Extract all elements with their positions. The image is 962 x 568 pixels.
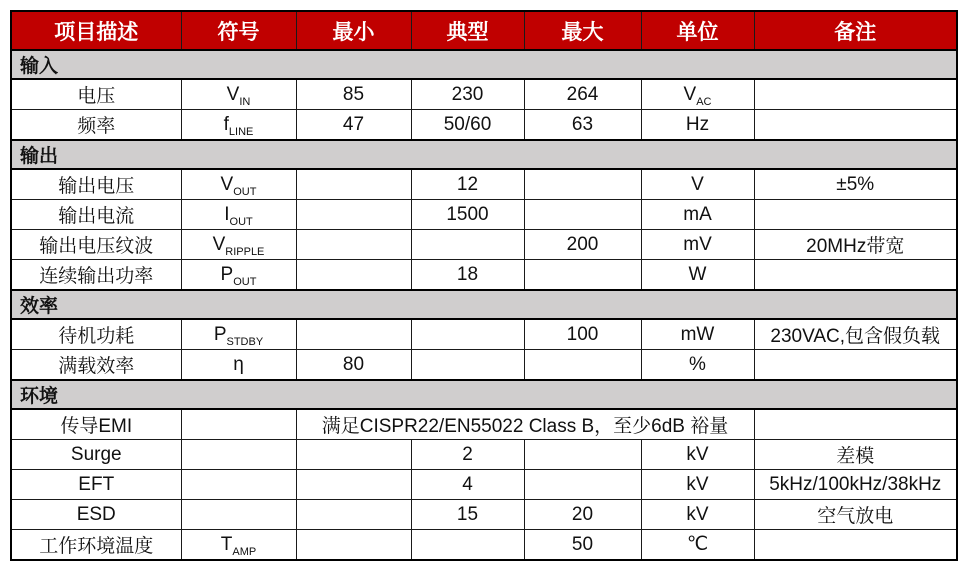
symbol-base: T — [220, 533, 233, 555]
cell-notes — [754, 110, 957, 141]
row-conducted-emi — [11, 409, 957, 440]
cell-item: 传导EMI — [11, 409, 181, 440]
cell-min — [296, 230, 411, 260]
cell-notes — [754, 530, 957, 561]
symbol-base: η — [233, 353, 244, 375]
section-row-efficiency — [11, 290, 957, 319]
cell-min — [296, 440, 411, 470]
unit-base: mV — [683, 233, 712, 255]
cell-min: 85 — [296, 79, 411, 110]
cell-notes: 差模 — [754, 440, 957, 470]
unit-base: % — [689, 353, 706, 375]
cell-item: 输出电压纹波 — [11, 230, 181, 260]
cell-symbol — [181, 230, 296, 260]
row-frequency — [11, 110, 957, 141]
section-label-output: 输出 — [11, 140, 957, 169]
unit-base: Hz — [685, 113, 710, 135]
row-esd — [11, 500, 957, 530]
cell-min — [296, 470, 411, 500]
cell-item: 待机功耗 — [11, 319, 181, 350]
row-surge — [11, 440, 957, 470]
cell-symbol — [181, 200, 296, 230]
symbol-base: I — [224, 203, 230, 225]
cell-symbol — [181, 260, 296, 291]
cell-min — [296, 500, 411, 530]
cell-max: 264 — [524, 79, 641, 110]
cell-symbol — [181, 319, 296, 350]
cell-symbol — [181, 409, 296, 440]
section-row-output — [11, 140, 957, 169]
section-row-environment — [11, 380, 957, 409]
cell-max — [524, 200, 641, 230]
cell-notes: 20MHz带宽 — [754, 230, 957, 260]
cell-max — [524, 440, 641, 470]
col-header-symbol: 符号 — [181, 11, 296, 50]
section-label-environment: 环境 — [11, 380, 957, 409]
cell-max: 20 — [524, 500, 641, 530]
cell-item: 频率 — [11, 110, 181, 141]
symbol-sub: OUT — [233, 185, 257, 198]
row-output-current — [11, 200, 957, 230]
cell-min: 80 — [296, 350, 411, 381]
cell-typical: 18 — [411, 260, 524, 291]
symbol-base: V — [212, 233, 226, 255]
symbol-sub: OUT — [229, 215, 253, 228]
cell-unit — [641, 500, 754, 530]
symbol-base: f — [223, 113, 229, 135]
cell-typical: 12 — [411, 169, 524, 200]
cell-symbol — [181, 470, 296, 500]
cell-max: 63 — [524, 110, 641, 141]
symbol-sub: STDBY — [226, 335, 264, 348]
cell-symbol — [181, 350, 296, 381]
cell-item: 工作环境温度 — [11, 530, 181, 561]
cell-notes: ±5% — [754, 169, 957, 200]
cell-symbol — [181, 110, 296, 141]
cell-max — [524, 470, 641, 500]
symbol-sub: IN — [239, 95, 251, 108]
row-output-ripple — [11, 230, 957, 260]
unit-sub: AC — [696, 95, 712, 108]
cell-typical — [411, 530, 524, 561]
cell-max — [524, 350, 641, 381]
unit-base: V — [691, 173, 704, 195]
cell-item: ESD — [11, 500, 181, 530]
cell-unit — [641, 470, 754, 500]
cell-unit — [641, 110, 754, 141]
cell-item: 输出电压 — [11, 169, 181, 200]
cell-typical — [411, 319, 524, 350]
cell-unit — [641, 79, 754, 110]
cell-unit — [641, 440, 754, 470]
cell-merged-emi-spec: 满足CISPR22/EN55022 Class B，至少6dB 裕量 — [296, 409, 754, 440]
cell-min: 47 — [296, 110, 411, 141]
cell-min — [296, 319, 411, 350]
section-label-input: 输入 — [11, 50, 957, 79]
cell-unit — [641, 319, 754, 350]
row-standby-power — [11, 319, 957, 350]
unit-base: V — [683, 83, 697, 105]
row-output-voltage — [11, 169, 957, 200]
cell-notes — [754, 409, 957, 440]
cell-typical: 1500 — [411, 200, 524, 230]
unit-base: ℃ — [686, 534, 709, 555]
cell-notes — [754, 350, 957, 381]
col-header-notes: 备注 — [754, 11, 957, 50]
cell-item: 满载效率 — [11, 350, 181, 381]
unit-base: kV — [686, 503, 709, 525]
cell-typical: 4 — [411, 470, 524, 500]
cell-typical: 50/60 — [411, 110, 524, 141]
cell-notes — [754, 200, 957, 230]
row-output-power — [11, 260, 957, 291]
cell-notes — [754, 260, 957, 291]
symbol-sub: OUT — [233, 275, 257, 288]
cell-item: EFT — [11, 470, 181, 500]
symbol-base: P — [213, 323, 227, 345]
cell-typical — [411, 230, 524, 260]
cell-typical — [411, 350, 524, 381]
col-header-typical: 典型 — [411, 11, 524, 50]
cell-item: Surge — [11, 440, 181, 470]
cell-max: 200 — [524, 230, 641, 260]
cell-symbol — [181, 500, 296, 530]
col-header-min: 最小 — [296, 11, 411, 50]
cell-unit — [641, 169, 754, 200]
unit-base: kV — [686, 473, 709, 495]
row-operating-temp — [11, 530, 957, 561]
cell-unit — [641, 530, 754, 561]
unit-base: W — [688, 263, 707, 285]
row-full-load-efficiency — [11, 350, 957, 381]
cell-notes: 5kHz/100kHz/38kHz — [754, 470, 957, 500]
cell-unit — [641, 260, 754, 291]
spec-table — [10, 10, 958, 561]
col-header-item: 项目描述 — [11, 11, 181, 50]
cell-min — [296, 530, 411, 561]
cell-item: 电压 — [11, 79, 181, 110]
cell-item: 连续输出功率 — [11, 260, 181, 291]
unit-base: kV — [686, 443, 709, 465]
cell-unit — [641, 200, 754, 230]
cell-typical: 230 — [411, 79, 524, 110]
cell-max — [524, 260, 641, 291]
cell-symbol — [181, 79, 296, 110]
symbol-base: V — [220, 173, 234, 195]
cell-symbol — [181, 440, 296, 470]
col-header-max: 最大 — [524, 11, 641, 50]
cell-notes: 230VAC,包含假负载 — [754, 319, 957, 350]
col-header-unit: 单位 — [641, 11, 754, 50]
symbol-base: P — [220, 263, 234, 285]
cell-max: 50 — [524, 530, 641, 561]
unit-base: mW — [680, 323, 715, 345]
cell-symbol — [181, 530, 296, 561]
cell-notes — [754, 79, 957, 110]
symbol-sub: LINE — [228, 125, 254, 138]
symbol-sub: AMP — [232, 545, 257, 558]
cell-min — [296, 169, 411, 200]
unit-base: mA — [683, 203, 712, 225]
symbol-sub: RIPPLE — [225, 245, 265, 258]
cell-max: 100 — [524, 319, 641, 350]
cell-min — [296, 260, 411, 291]
section-label-efficiency: 效率 — [11, 290, 957, 319]
cell-unit — [641, 230, 754, 260]
cell-min — [296, 200, 411, 230]
cell-unit — [641, 350, 754, 381]
cell-typical: 15 — [411, 500, 524, 530]
cell-max — [524, 169, 641, 200]
symbol-base: V — [226, 83, 240, 105]
cell-item: 输出电流 — [11, 200, 181, 230]
cell-symbol — [181, 169, 296, 200]
cell-notes: 空气放电 — [754, 500, 957, 530]
row-voltage — [11, 79, 957, 110]
header-row — [11, 11, 957, 50]
cell-typical: 2 — [411, 440, 524, 470]
row-eft — [11, 470, 957, 500]
section-row-input — [11, 50, 957, 79]
